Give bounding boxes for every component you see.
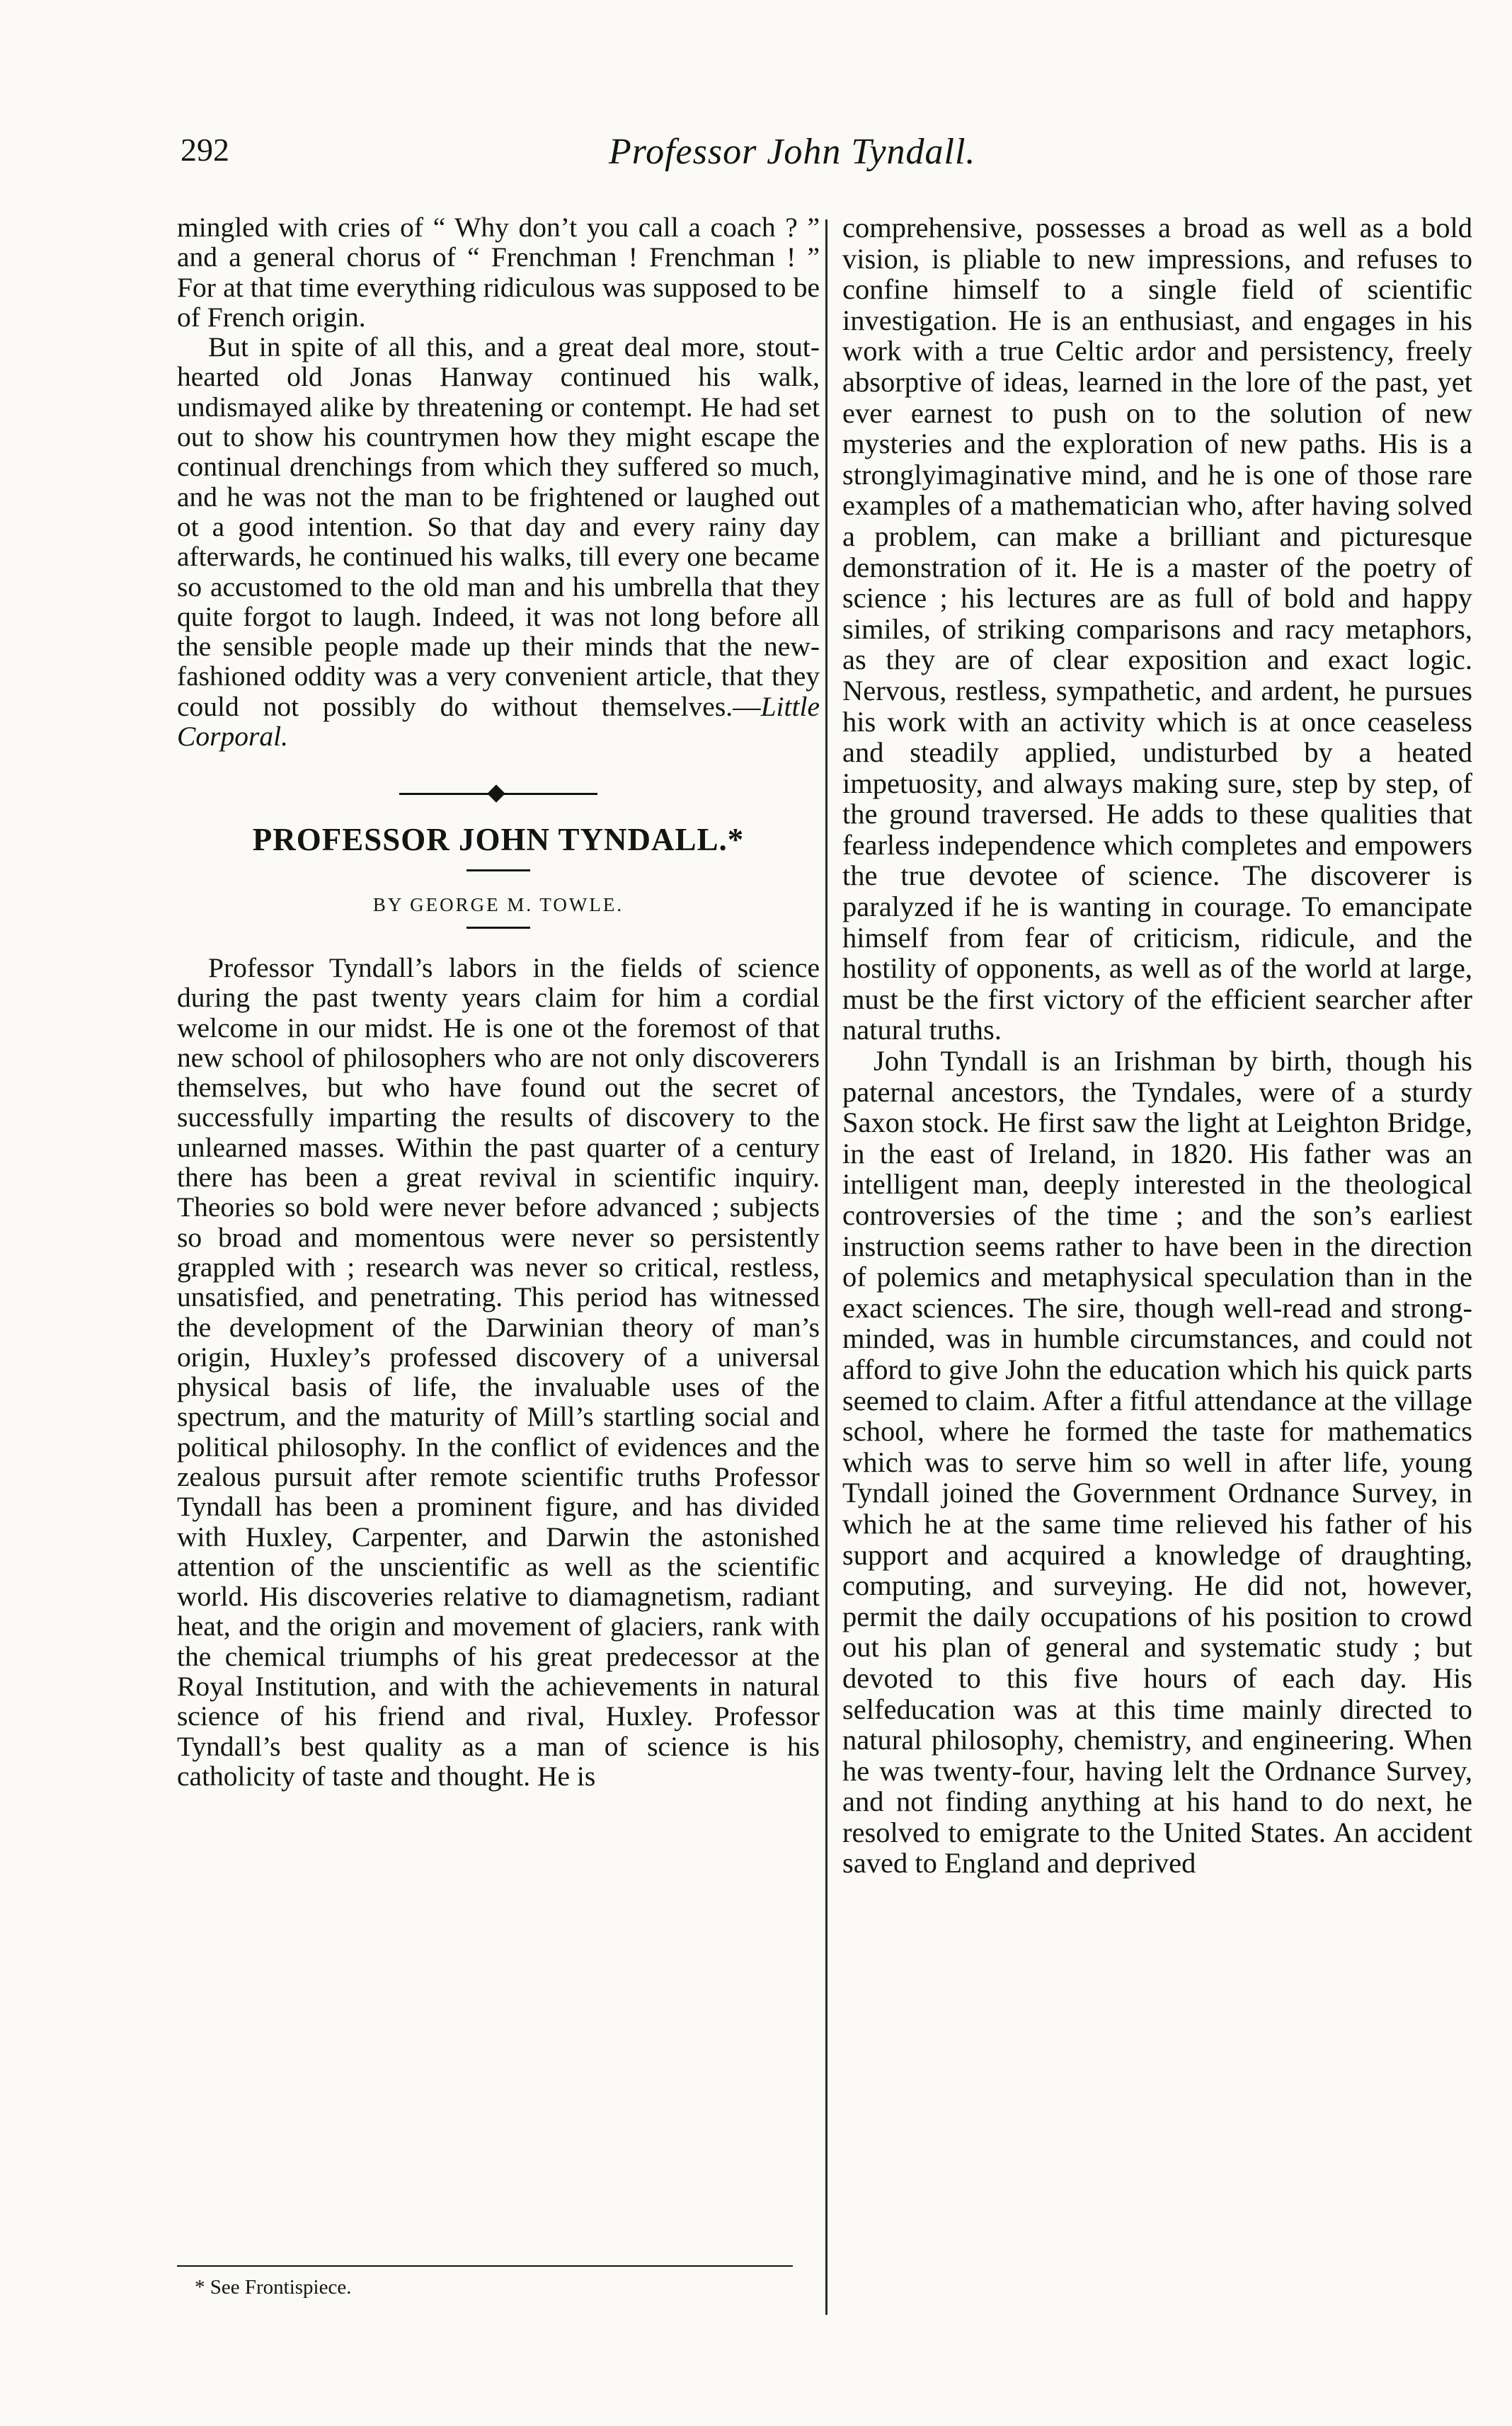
title-rule xyxy=(466,869,530,871)
byline: BY GEORGE M. TOWLE. xyxy=(372,893,624,915)
article-title: PROFESSOR JOHN TYNDALL.* xyxy=(252,822,745,858)
byline-rule xyxy=(466,927,530,929)
article-paragraph-2: John Tyndall is an Irishman by birth, though his paternal ancestors, the Tyndales, were of a sturdy Saxon stock. He first saw the light at Leighton Bridge, in the east of Ireland, in 1820. His father was an intelligent man, deeply interested in the theological controversies of the time ; and the son’s earliest instruction seems rather to have been in the direction of polemics and metaphysical speculation than in the exact sciences. The sire, though well-read and strong-minded, was in humble circumstances, and could not afford to give John the education which his quick parts seemed to claim. After a fitful attendance at the village school, where he formed the taste for mathematics which was to serve him so well in after life, young Tyndall joined the Government Ordnance Survey, in which he at the same time relieved his father of his support and acquired a knowledge of draughting, computing, and surveying. He did not, however, permit the daily occupations of his position to crowd out his plan of general and systematic study ; but devoted to this five hours of each day. His selfeducation was at this time mainly directed to natural philosophy, chemistry, and engineering. When he was twenty-four, having lelt the Ordnance Survey, and not finding anything at his hand to do next, he resolved to emigrate to the United States. An accident saved to England and deprived xyxy=(842,1045,1472,1879)
article-paragraph-1: Professor Tyndall’s labors in the fields of science during the past twenty years claim for him a cordial welcome in our midst. He is one ot the foremost of that new school of philosophers who are not only discoverers themselves, but who have found out the secret of successfully imparting the results of discovery to the unlearned masses. Within the past quarter of a century there has been a great revival in scientific inquiry. Theories so bold were never before advanced ; subjects so broad and momentous were never so persistently grappled with ; research was never so critical, restless, unsatisfied, and penetrating. This period has witnessed the development of the Darwinian theory of man’s origin, Huxley’s professed discovery of a universal physical basis of life, the invaluable uses of the spectrum, and the maturity of Mill’s startling social and political philosophy. In the conflict of evidences and the zealous pursuit after remote scientific truths Professor Tyndall has been a prominent figure, and has divided with Huxley, Carpenter, and Darwin the astonished attention of the unscientific as well as the scientific world. His discoveries relative to diamagnetism, radiant heat, and the origin and movement of glaciers, rank with the chemical triumphs of his great predecessor at the Royal Institution, and with the achievements in natural science of his friend and rival, Huxley. Professor Tyndall’s best quality as a man of science is his catholicity of taste and thought. He is xyxy=(177,951,820,1792)
running-title: Professor John Tyndall. xyxy=(609,132,976,172)
page-number: 292 xyxy=(181,132,229,168)
footnote-rule xyxy=(177,2265,793,2267)
column-divider xyxy=(825,219,827,2315)
footnote: * See Frontispiece. xyxy=(195,2276,352,2299)
article-paragraph-1-continued: comprehensive, possesses a broad as well as a bold vision, is pliable to new impressions, and refuses to confine himself to a single field of scientific investigation. He is an enthusiast, and engages in his work with a true Celtic ardor and persistency, freely absorptive of ideas, learned in the lore of the past, yet ever earnest to push on to the solution of new mysteries and the exploration of new paths. His is a stronglyimaginative mind, and he is one of those rare examples of a mathematician who, after having solved a problem, can make a brilliant and picturesque demonstration of it. He is a master of the poetry of science ; his lectures are as full of bold and happy similes, of striking comparisons and racy metaphors, as they are of clear exposition and exact logic. Nervous, restless, sympathetic, and ardent, he pursues his work with an activity which is at once ceaseless and steadily applied, undisturbed by a heated impetuosity, and always making sure, step by step, of the ground traversed. He adds to these qualities that fearless independence which completes and empowers the true devotee of science. The discoverer is paralyzed if he is wanting in courage. To emancipate himself from fear of criticism, ridicule, and the hostility of opponents, as well as of the world at large, must be the first victory of the efficient searcher after natural truths. xyxy=(842,212,1472,1046)
closing-line: do without themselves.— xyxy=(440,690,761,722)
section-ornament xyxy=(399,786,597,801)
source-attribution: Little Corporal. xyxy=(177,690,820,753)
left-column xyxy=(177,212,820,1791)
hanway-paragraph: But in spite of all this, and a great deal more, stout-hearted old Jonas Hanway continued his walk, undismayed alike by threatening or contempt. He had set out to show his countrymen how they might escape the continual drenchings from which they suffered so much, and he was not the man to be frightened or laughed out ot a good intention. So that day and every rainy day afterwards, he continued his walks, till every one became so accustomed to the old man and his umbrella that they quite forgot to laugh. Indeed, it was not long before all the sensible people made up their minds that the new-fashioned oddity was a very convenient article, that they could not possibly do without themselves.—Little Corporal. xyxy=(177,331,820,753)
continued-paragraph: mingled with cries of “ Why don’t you call a coach ? ” and a general chorus of “ Frenchman ! Frenchman ! ” For at that time everything ridiculous was supposed to be of French origin. xyxy=(177,212,820,333)
right-column xyxy=(842,212,1472,1879)
